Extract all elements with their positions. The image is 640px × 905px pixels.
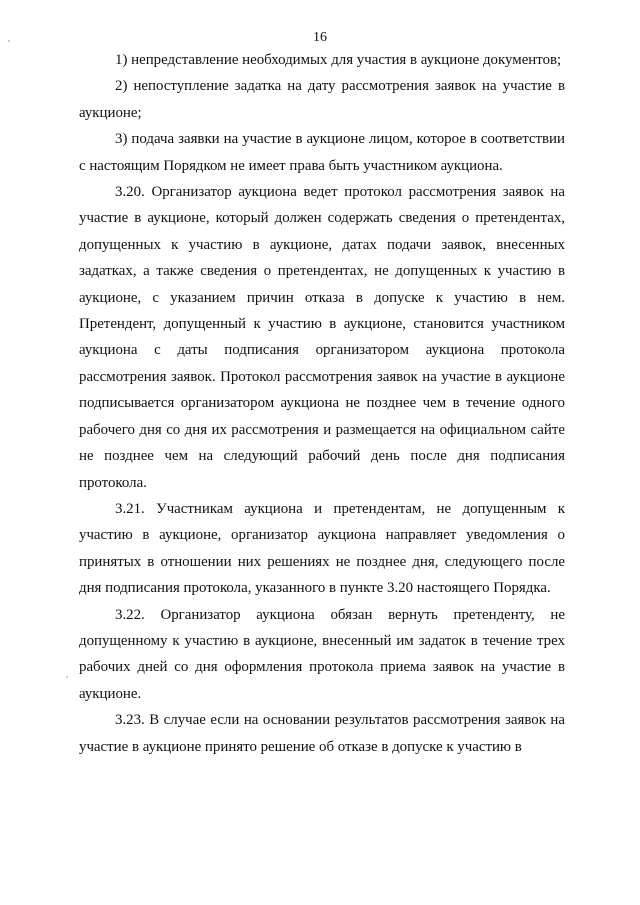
clause-3-22: 3.22. Организатор аукциона обязан вернуть претенденту, не допущенному к участию в аукционе, внесенный им задаток в течение трех рабочих дней со дня оформления протокола приема заявок на участие в аукционе. <box>79 606 565 702</box>
clause-3-20: 3.20. Организатор аукциона ведет протокол рассмотрения заявок на участие в аукционе, который должен содержать сведения о претендентах, допущенных к участию в аукционе, датах подачи заявок, внесенных задатках, а также сведения о претендентах, не допущенных к участию в аукционе, с указанием причин отказа в допуске к участию в нем. Претендент, допущенный к участию в аукционе, становится участником аукциона с даты подписания организатором аукциона протокола рассмотрения заявок. Протокол рассмотрения заявок на участие в аукционе подписывается организатором аукциона не позднее чем в течение одного рабочего дня со дня их рассмотрения и размещается на официальном сайте не позднее чем на следующий рабочий день после дня подписания протокола. <box>79 184 565 491</box>
clause-3-21: 3.21. Участникам аукциона и претендентам, не допущенным к участию в аукционе, организатор аукциона направляет уведомления о принятых в отношении них решениях не позднее дня, следующего после дня подписания протокола, указанного в пункте 3.20 настоящего Порядка. <box>79 500 565 597</box>
scan-speck <box>66 676 68 678</box>
clause-3-23: 3.23. В случае если на основании результатов рассмотрения заявок на участие в аукционе принято решение об отказе в допуске к участию в <box>79 712 565 755</box>
list-item-1: 1) непредставление необходимых для участия в аукционе документов; <box>115 52 562 68</box>
list-item-2: 2) непоступление задатка на дату рассмотрения заявок на участие в аукционе; <box>79 78 565 121</box>
scan-speck <box>8 40 10 42</box>
document-body <box>79 47 565 760</box>
page-number: 16 <box>313 30 327 45</box>
list-item-3: 3) подача заявки на участие в аукционе лицом, которое в соответствии с настоящим Порядком не имеет права быть участником аукциона. <box>79 131 565 174</box>
